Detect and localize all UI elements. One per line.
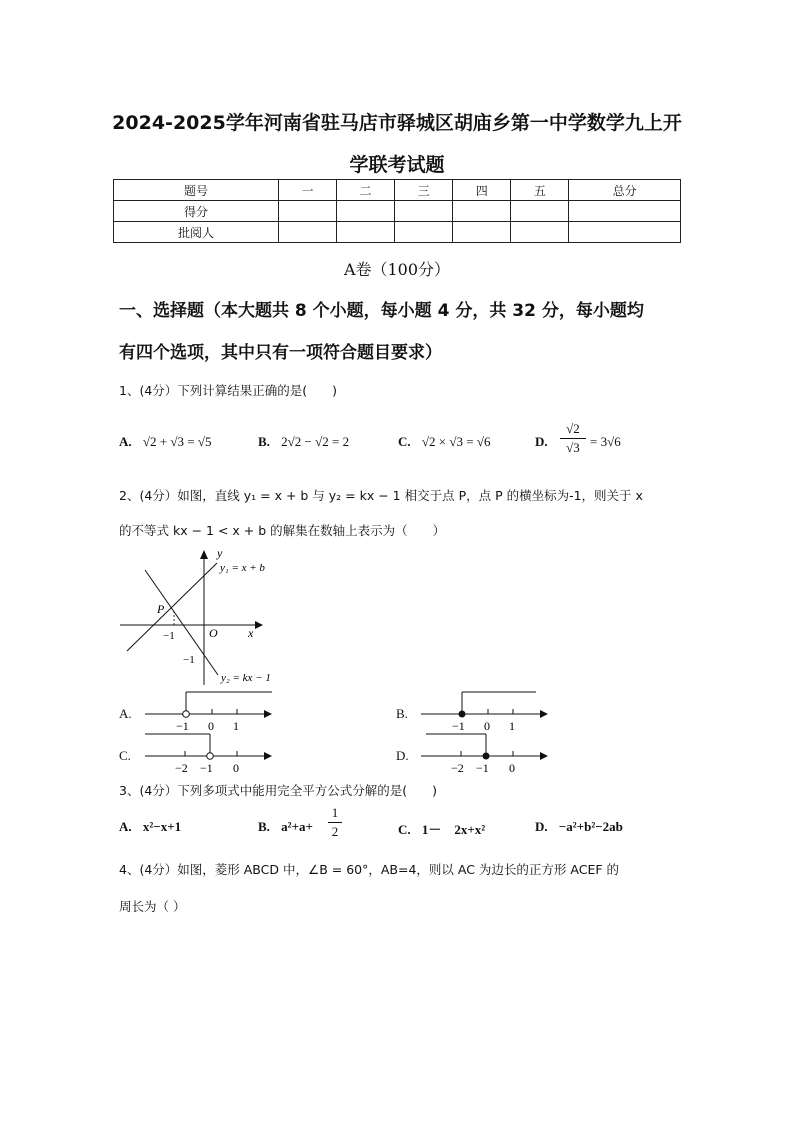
q1-option-a-text: √2 + √3 = √5 — [142, 434, 212, 449]
tick-label: 1 — [509, 719, 515, 733]
score-row-label: 得分 — [114, 201, 279, 222]
q3-option-a-text: x²−x+1 — [142, 819, 182, 834]
score-blank[interactable] — [453, 201, 511, 222]
option-label: A. — [119, 434, 132, 449]
q1-option-b-text: 2√2 − √2 = 2 — [281, 434, 350, 449]
q1-stem: 1、(4分）下列计算结果正确的是( ) — [119, 383, 338, 398]
score-table-row-grader — [114, 222, 681, 243]
paper-title-line1: 2024-2025学年河南省驻马店市驿城区胡庙乡第一中学数学九上开 — [112, 112, 682, 134]
tick-label: 0 — [484, 719, 490, 733]
score-blank[interactable] — [569, 222, 681, 243]
y-axis-arrow-icon — [200, 550, 208, 559]
closed-dot — [459, 711, 466, 718]
score-cell: 总分 — [569, 180, 681, 201]
section1-heading-line1: 一、选择题（本大题共 8 个小题，每小题 4 分，共 32 分，每小题均 — [119, 301, 644, 321]
q2-option-d-numberline[interactable] — [416, 730, 551, 775]
tick-label: 0 — [208, 719, 214, 733]
option-label: A. — [119, 819, 132, 834]
option-label: D. — [535, 819, 548, 834]
q3-stem: 3、(4分）下列多项式中能用完全平方公式分解的是( ) — [119, 783, 438, 798]
tick-label: 1 — [233, 719, 239, 733]
tick-label: −1 — [176, 719, 189, 733]
fraction-bar — [560, 438, 586, 439]
axis-arrow-icon — [264, 752, 272, 760]
open-dot — [207, 753, 214, 760]
option-label: D. — [535, 434, 548, 449]
y-tick-label: −1 — [183, 654, 195, 666]
point-p-label: P — [157, 602, 165, 616]
score-cell: 三 — [395, 180, 453, 201]
closed-dot — [483, 753, 490, 760]
q3-option-a[interactable] — [119, 819, 181, 835]
q2-stem-line1: 2、(4分）如图，直线 y₁ = x + b 与 y₂ = kx − 1 相交于点 P，点 P 的横坐标为-1，则关于 x — [119, 488, 643, 503]
score-table-header-row — [114, 180, 681, 201]
fraction-numerator: 1 — [331, 805, 339, 820]
q3-option-b-fraction — [328, 805, 342, 840]
q2-option-a-numberline[interactable] — [140, 688, 275, 733]
score-cell: 五 — [511, 180, 569, 201]
fraction-bar — [328, 822, 342, 823]
q1-option-d-fraction — [560, 421, 586, 456]
q4-stem-line1: 4、(4分）如图，菱形 ABCD 中，∠B = 60°，AB=4，则以 AC 为边长的正方形 ACEF 的 — [119, 862, 620, 877]
q3-option-d[interactable] — [535, 819, 623, 835]
score-blank[interactable] — [337, 201, 395, 222]
score-blank[interactable] — [453, 222, 511, 243]
line-y1-label: y₁ = x + b — [220, 562, 265, 574]
q3-option-d-text: −a²+b²−2ab — [558, 819, 623, 834]
section-a-heading: A卷（100分） — [343, 260, 451, 279]
tick-label: −1 — [452, 719, 465, 733]
score-blank[interactable] — [279, 201, 337, 222]
x-axis-label: x — [248, 626, 254, 640]
score-cell: 一 — [279, 180, 337, 201]
q2-option-b-label[interactable]: B. — [396, 706, 408, 721]
section1-heading-line2: 有四个选项，其中只有一项符合题目要求） — [119, 343, 442, 363]
option-label: B. — [258, 819, 270, 834]
score-table — [113, 179, 681, 243]
q4-stem-line2: 周长为（ ） — [119, 899, 186, 914]
tick-label: −2 — [175, 761, 188, 775]
q2-graph — [115, 545, 290, 690]
x-tick-label: −1 — [163, 630, 175, 642]
q2-option-a-label[interactable]: A. — [119, 706, 132, 721]
score-cell: 题号 — [114, 180, 279, 201]
q3-option-c-text: 1－ 2x+x² — [421, 822, 486, 837]
q1-option-a[interactable] — [119, 434, 211, 450]
q1-option-d[interactable] — [535, 434, 548, 450]
fraction-denominator: 2 — [331, 824, 339, 839]
option-label: C. — [398, 822, 411, 837]
score-blank[interactable] — [337, 222, 395, 243]
q2-stem-line2: 的不等式 kx − 1 < x + b 的解集在数轴上表示为（ ） — [119, 523, 446, 538]
grader-row-label: 批阅人 — [114, 222, 279, 243]
q2-option-c-numberline[interactable] — [140, 730, 275, 775]
q3-option-b-text: a²+a+ — [281, 819, 313, 834]
tick-label: −1 — [476, 761, 489, 775]
score-blank[interactable] — [569, 201, 681, 222]
axis-arrow-icon — [540, 710, 548, 718]
origin-label: O — [209, 626, 218, 640]
score-cell: 四 — [453, 180, 511, 201]
q3-option-c[interactable] — [398, 819, 485, 838]
score-blank[interactable] — [279, 222, 337, 243]
q1-option-c-text: √2 × √3 = √6 — [421, 434, 491, 449]
fraction-numerator: √2 — [566, 421, 580, 436]
q1-option-d-rhs: = 3√6 — [590, 434, 621, 449]
fraction-denominator: √3 — [566, 440, 580, 455]
score-table-row-score — [114, 201, 681, 222]
y-axis-label: y — [217, 546, 223, 560]
x-axis-arrow-icon — [255, 621, 263, 629]
q3-option-b[interactable] — [258, 819, 313, 835]
score-blank[interactable] — [511, 222, 569, 243]
score-blank[interactable] — [395, 201, 453, 222]
option-label: C. — [398, 434, 411, 449]
score-blank[interactable] — [511, 201, 569, 222]
tick-label: 0 — [509, 761, 515, 775]
q1-option-b[interactable] — [258, 434, 349, 450]
tick-label: −1 — [200, 761, 213, 775]
tick-label: −2 — [451, 761, 464, 775]
tick-label: 0 — [233, 761, 239, 775]
q2-option-c-label[interactable]: C. — [119, 748, 131, 763]
q2-option-d-label[interactable]: D. — [396, 748, 409, 763]
option-label: B. — [258, 434, 270, 449]
line-y2-label: y₂ = kx − 1 — [221, 672, 271, 684]
score-blank[interactable] — [395, 222, 453, 243]
open-dot — [183, 711, 190, 718]
axis-arrow-icon — [264, 710, 272, 718]
paper-title-line2: 学联考试题 — [349, 154, 445, 176]
score-cell: 二 — [337, 180, 395, 201]
axis-arrow-icon — [540, 752, 548, 760]
q2-option-b-numberline[interactable] — [416, 688, 551, 733]
q1-option-c[interactable] — [398, 434, 490, 450]
